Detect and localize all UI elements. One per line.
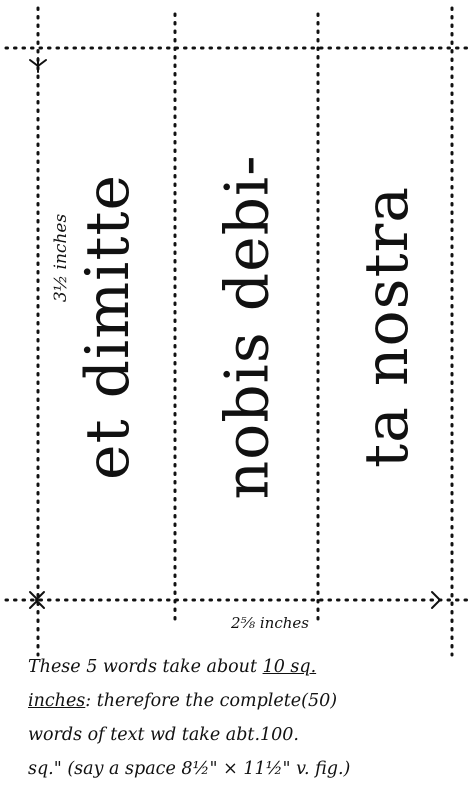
column-et-dimitte xyxy=(46,60,171,594)
calligraphy-note xyxy=(28,650,456,786)
column-text-1: et dimitte xyxy=(73,173,144,481)
column-text-2: nobis debi- xyxy=(212,154,283,500)
note-line-4: sq." (say a space 8½" × 11½" v. fig.) xyxy=(28,759,351,779)
height-dimension-label: 3½ inches xyxy=(51,213,71,303)
note-underlined-inches: inches xyxy=(28,691,86,711)
column-nobis-debi xyxy=(185,60,310,594)
note-line-2: inches: therefore the complete(50) xyxy=(28,691,338,711)
width-dimension-label: 2⅝ inches xyxy=(231,614,309,632)
note-line-3: words of text wd take abt.100. xyxy=(28,725,299,745)
note-underlined-area: 10 sq. xyxy=(262,657,317,677)
column-text-3: ta nostra xyxy=(352,185,423,469)
note-line-1: These 5 words take about 10 sq. xyxy=(28,657,317,677)
column-ta-nostra xyxy=(325,60,450,594)
